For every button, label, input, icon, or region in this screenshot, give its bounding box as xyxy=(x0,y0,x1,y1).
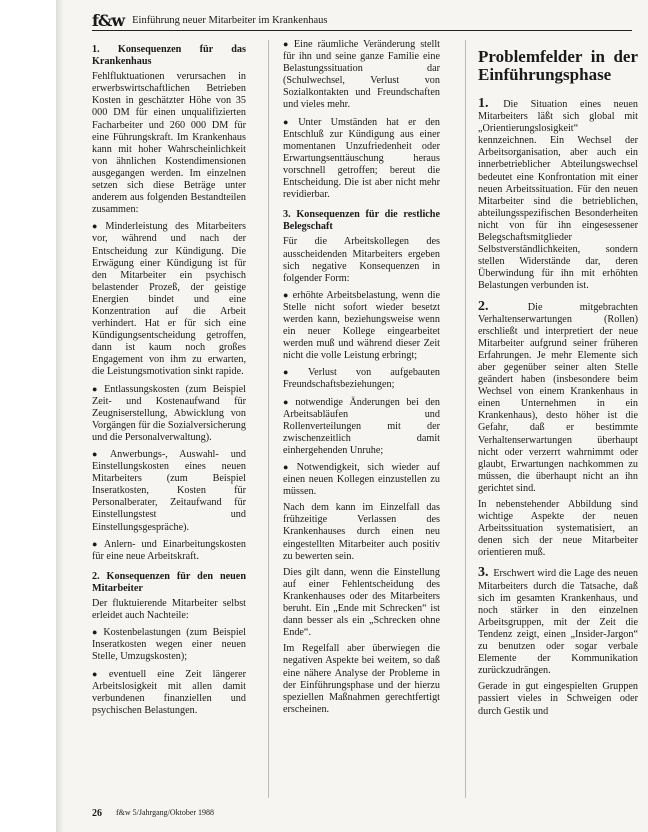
section-heading: 3. Konsequenzen für die restliche Belegschaft xyxy=(283,209,440,233)
paragraph: Im Regelfall aber überwiegen die negativen Aspekte bei weitem, so daß eine nähere Analyse der Probleme in der Einführungsphase und der hierzu speziellen Maßnahmen gerechtfertigt erscheinen. xyxy=(283,643,440,715)
paragraph: In nebenstehender Abbildung sind wichtige Aspekte der neuen Arbeitssituation systematisiert, an denen sich der neue Mitarbeiter orientieren muß. xyxy=(478,499,638,559)
column-3 xyxy=(478,38,638,722)
page-gutter xyxy=(56,0,64,832)
bullet-item: ● Anlern- und Einarbeitungskosten für eine neue Arbeitskraft. xyxy=(92,538,246,563)
bullet-item: ● Verlust von aufgebauten Freundschaftsbeziehungen; xyxy=(283,366,440,391)
page-footer xyxy=(92,808,214,819)
paragraph: Fehlfluktuationen verursachen in erwerbswirtschaftlichen Betrieben Kosten in geschätzter Höhe von 35 000 DM für einen unqualifizierten Facharbeiter und 260 000 DM für eine Führungskraft. Im Krankenhaus kann mit hoher Wahrscheinlichkeit von ähnlichen Kostendimensionen ausgegangen werden. Im einzelnen setzen sich diese Beträge unter anderem aus folgenden Bestandteilen zusammen: xyxy=(92,71,246,216)
running-title: Einführung neuer Mitarbeiter im Krankenhaus xyxy=(132,14,328,26)
section-heading: 2. Konsequenzen für den neuen Mitarbeiter xyxy=(92,570,246,594)
bullet-item: ● erhöhte Arbeitsbelastung, wenn die Stelle nicht sofort wieder besetzt werden kann, beziehungsweise wenn ein neuer Kollege eingearbeitet werden muß und während dieser Zeit nicht die volle Leistung erbringt; xyxy=(283,289,440,363)
section-title: Problemfelder in der Einführungsphase xyxy=(478,47,638,84)
bullet-item: ● Anwerbungs-, Auswahl- und Einstellungskosten eines neuen Mitarbeiters (zum Beispiel Inseratkosten, Kosten für Personalberater, Zeitaufwand für Einstellungstest und Einstellungsgespräche). xyxy=(92,448,246,534)
paragraph: Der fluktuierende Mitarbeiter selbst erleidet auch Nachteile: xyxy=(92,598,246,622)
numbered-paragraph xyxy=(478,567,638,677)
numbered-paragraph xyxy=(478,298,639,496)
column-divider xyxy=(268,40,269,798)
bullet-item: ● Minderleistung des Mitarbeiters vor, während und nach der Entscheidung zur Kündigung. Die Erwägung einer Kündigung ist für den Mitarbeiter ein psychisch belastender Prozeß, der geistige Energien bindet und eine Konzentration auf die Arbeit verhindert. Hat er für sich eine Kündigungsentscheidung getroffen, dann ist kaum noch großes Engagement von ihm zu erwarten, die Leistungsmotivation sinkt rapide. xyxy=(92,220,246,378)
column-1 xyxy=(92,38,246,721)
item-number: 1. xyxy=(478,96,489,111)
item-number: 3. xyxy=(478,565,489,581)
item-number: 2. xyxy=(478,298,489,314)
book-spine xyxy=(0,0,62,832)
journal-logo: f&w xyxy=(92,10,125,30)
bullet-item: ● Notwendigkeit, sich wieder auf einen neuen Kollegen einzustellen zu müssen. xyxy=(283,461,440,498)
bullet-item: ● Kostenbelastungen (zum Beispiel Inseratkosten wegen einer neuen Stelle, Umzugskosten); xyxy=(92,626,246,663)
footer-source: f&w 5/Jahrgang/Oktober 1988 xyxy=(116,808,215,817)
paragraph-text: Erschwert wird die Lage des neuen Mitarbeiters durch die Tatsache, daß sich im gesamten Krankenhaus, und noch stärker in den einzelnen Arbeitsgruppen, mit der Zeit die Tendenz zeigt, einen „Insider-Jargon“ zu benutzen oder sogar verbale Elemente der Kommunikation zurückzudrängen. xyxy=(478,568,639,677)
bullet-item: ● Entlassungskosten (zum Beispiel Zeit- und Kostenaufwand für Zeugniserstellung, Abwicklung von Vorgängen für die Sozialversicherung und die Personalverwaltung). xyxy=(92,383,246,444)
column-2 xyxy=(283,38,440,720)
paragraph: Dies gilt dann, wenn die Einstellung auf einer Fehlentscheidung des Krankenhauses oder des Mitarbeiters beruht. Ein „Ende mit Schrecken“ ist dann besser als ein „Schrecken ohne Ende“. xyxy=(283,566,440,639)
paragraph: Nach dem kann im Einzelfall das frühzeitige Verlassen des Krankenhauses durch einen neu eingestellten Mitarbeiter auch positiv zu bewerten sein. xyxy=(283,502,440,562)
bullet-item: ● notwendige Änderungen bei den Arbeitsabläufen und Rollenverteilungen mit der zwischenzeitlich damit einhergehenden Unruhe; xyxy=(283,396,440,457)
page-header xyxy=(92,10,632,31)
column-divider xyxy=(465,40,466,798)
numbered-paragraph xyxy=(478,98,638,293)
paragraph-text: Die mitgebrachten Verhaltenserwartungen (Rollen) erschließt und interpretiert der neue Mitarbeiter aufgrund seiner früheren Erfahrungen. Je mehr Elemente sich aber gegenüber seiner alten Stelle geändert haben (insbesondere beim Wechsel von einem Krankenhaus in einen Unternehmen in ein Krankenhaus), desto höher ist die Gefahr, daß er bestimmte Verhaltenserwartungen überhaupt nicht oder verzerrt wahrnimmt oder glaubt, Erwartungen nachkommen zu müssen, die überhaupt nicht an ihn gerichtet sind. xyxy=(478,301,639,494)
bullet-item: ● Eine räumliche Veränderung stellt für ihn und seine ganze Familie eine Belastungssituation dar (Schulwechsel, Verlust von Sozialkontakten und Freundschaften und vieles mehr. xyxy=(283,38,440,112)
page-number: 26 xyxy=(92,808,102,819)
paragraph: Für die Arbeitskollegen des ausscheidenden Mitarbeiters ergeben sich negative Konsequenzen in folgender Form: xyxy=(283,236,440,284)
bullet-item: ● Unter Umständen hat er den Entschluß zur Kündigung aus einer momentanen Unzufriedenheit oder Erwartungsenttäuschung heraus vorschnell getroffen; bereut die Entscheidung. Die ist aber nicht mehr revidierbar. xyxy=(283,116,440,202)
bullet-item: ● eventuell eine Zeit längerer Arbeitslosigkeit mit allen damit verbundenen finanziellen und psychischen Belastungen. xyxy=(92,668,246,717)
section-heading: 1. Konsequenzen für das Krankenhaus xyxy=(92,44,246,68)
paragraph: Gerade in gut eingespielten Gruppen passiert vieles in Schweigen oder durch Gestik und xyxy=(478,681,638,717)
paragraph-text: Die Situation eines neuen Mitarbeiters läßt sich global mit „Orientierungslosigkeit“ kennzeichnen. Ein Wechsel der Arbeitsorganisation, aber auch ein innerbetrieblicher Abteilungswechsel bedeutet eine Konfrontation mit einer neuen Arbeitssituation. Für den neuen Mitarbeiter sind die betrieblichen, abteilungsspezifischen Besonderheiten nicht von für ihn eingesessener Belegschaftsmitglieder Selbstverständlichkeiten, sondern stellen Widerstände dar, deren Überwindung für ihn mit erhöhten Belastungen verbunden ist. xyxy=(478,99,638,292)
